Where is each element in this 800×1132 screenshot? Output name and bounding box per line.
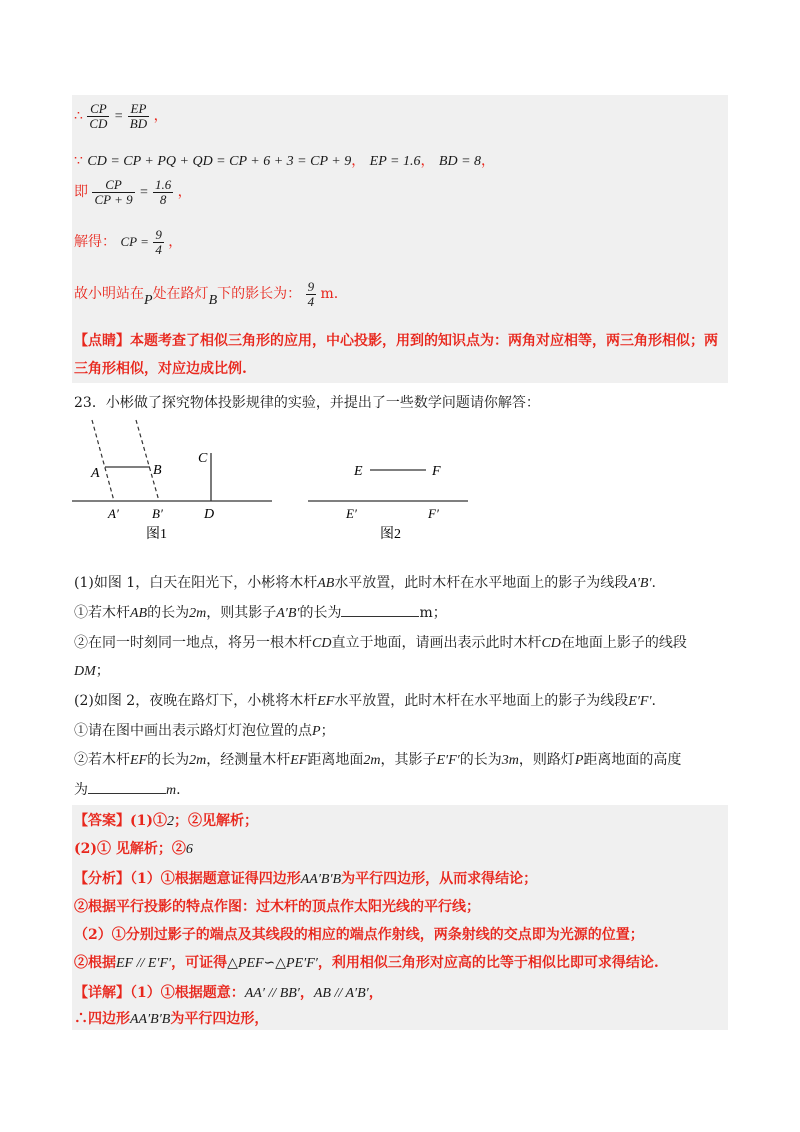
- figure-2: [302, 450, 472, 546]
- fig1-label-d: D: [204, 507, 215, 522]
- part-1-statement: (1)如图 1，白天在阳光下，小彬将木杆AB水平放置，此时木杆在水平地面上的影子为线段A′B′.: [74, 575, 656, 591]
- fig1-label-b-prime: B′: [152, 506, 163, 521]
- part-2-statement: (2)如图 2，夜晚在路灯下，小桃将木杆EF水平放置，此时木杆在水平地面上的影子为线段E′F′.: [74, 693, 656, 709]
- answer-line-1: 【答案】(1)①2；②见解析；: [74, 813, 258, 829]
- fig2-label-e: E: [354, 464, 363, 479]
- fig1-caption: 图1: [146, 527, 167, 542]
- fig1-label-a: A: [91, 466, 100, 481]
- question-2: ②在同一时刻同一地点，将另一根木杆CD直立于地面，请画出表示此时木杆CD在地面上影子的线段: [74, 635, 687, 651]
- fraction-cp-cp9: $\frac{CP}{CP + 9}$: [94, 177, 133, 207]
- fig1-sunray-a: [92, 420, 114, 501]
- comment-line-1: 【点睛】本题考查了相似三角形的应用，中心投影，用到的知识点为：两角对应相等，两三角形相似；两: [74, 333, 718, 349]
- fraction-ep-bd: $\frac{EP}{BD}$: [129, 101, 148, 131]
- fig2-label-f-prime: F′: [428, 506, 439, 521]
- question-2-cont: DM；: [74, 663, 110, 679]
- answer-blank-1[interactable]: [341, 602, 419, 617]
- question-1: ①若木杆AB的长为2m，则其影子A′B′的长为 m；: [74, 602, 447, 622]
- fig2-label-f: F: [432, 464, 441, 479]
- fraction-shadow-9-4: $\frac{9}{4}$: [307, 279, 315, 309]
- question-5: 为 m.: [74, 779, 181, 799]
- fraction-cp-cd: $\frac{CP}{CD}$: [89, 101, 108, 131]
- analysis-line-1: 【分析】（1）①根据题意证得四边形AA′B′B为平行四边形，从而求得结论；: [74, 871, 538, 887]
- fraction-9-4: $\frac{9}{4}$: [155, 227, 162, 257]
- detail-line-1: 【详解】（1）①根据题意：AA′ // BB′，AB // A′B′，: [74, 985, 383, 1001]
- answer-line-2: (2)① 见解析；②6: [74, 841, 193, 857]
- fig2-label-e-prime: E′: [346, 506, 357, 521]
- solution-line-1: ∴ $\frac{CP}{CD}$ = $\frac{EP}{BD}$ ，: [74, 101, 168, 131]
- fraction-16-8: $\frac{1.6}{8}$: [154, 177, 172, 207]
- solution-line-3: 即 $\frac{CP}{CP + 9}$ = $\frac{1.6}{8}$ ，: [74, 177, 192, 207]
- detail-line-2: ∴四边形AA′B′B为平行四边形，: [74, 1011, 269, 1027]
- question-4: ②若木杆EF的长为2m，经测量木杆EF距离地面2m，其影子E′F′的长为3m，则路灯P距离地面的高度: [74, 752, 682, 768]
- comment-line-2: 三角形相似，对应边成比例.: [74, 361, 247, 377]
- question-3: ①请在图中画出表示路灯灯泡位置的点P；: [74, 723, 335, 739]
- solution-line-4: 解得： CP = $\frac{9}{4}$ ，: [74, 227, 183, 257]
- solution-line-2: ∵ CD = CP + PQ + QD = CP + 6 + 3 = CP + 9， EP = 1.6， BD = 8，: [74, 153, 496, 169]
- fig1-sunray-b: [136, 420, 159, 501]
- fig1-label-a-prime: A′: [108, 506, 119, 521]
- analysis-line-3: （2）①分别过影子的端点及其线段的相应的端点作射线，两条射线的交点即为光源的位置；: [74, 927, 644, 943]
- figure-1: [70, 418, 280, 546]
- analysis-line-4: ②根据EF // E′F′，可证得△PEF∽△PE′F′，利用相似三角形对应高的比等于相似比即可求得结论.: [74, 955, 659, 971]
- answer-blank-2[interactable]: [88, 779, 166, 794]
- fig1-label-c: C: [198, 451, 208, 466]
- fig1-label-b: B: [153, 463, 162, 478]
- problem-title: 23．小彬做了探究物体投影规律的实验，并提出了一些数学问题请你解答：: [74, 395, 540, 411]
- solution-line-5: 故小明站在P处在路灯B下的影长为： $\frac{9}{4}$ m.: [74, 279, 339, 309]
- analysis-line-2: ②根据平行投影的特点作图：过木杆的顶点作太阳光线的平行线；: [74, 899, 480, 915]
- fig2-caption: 图2: [380, 527, 401, 542]
